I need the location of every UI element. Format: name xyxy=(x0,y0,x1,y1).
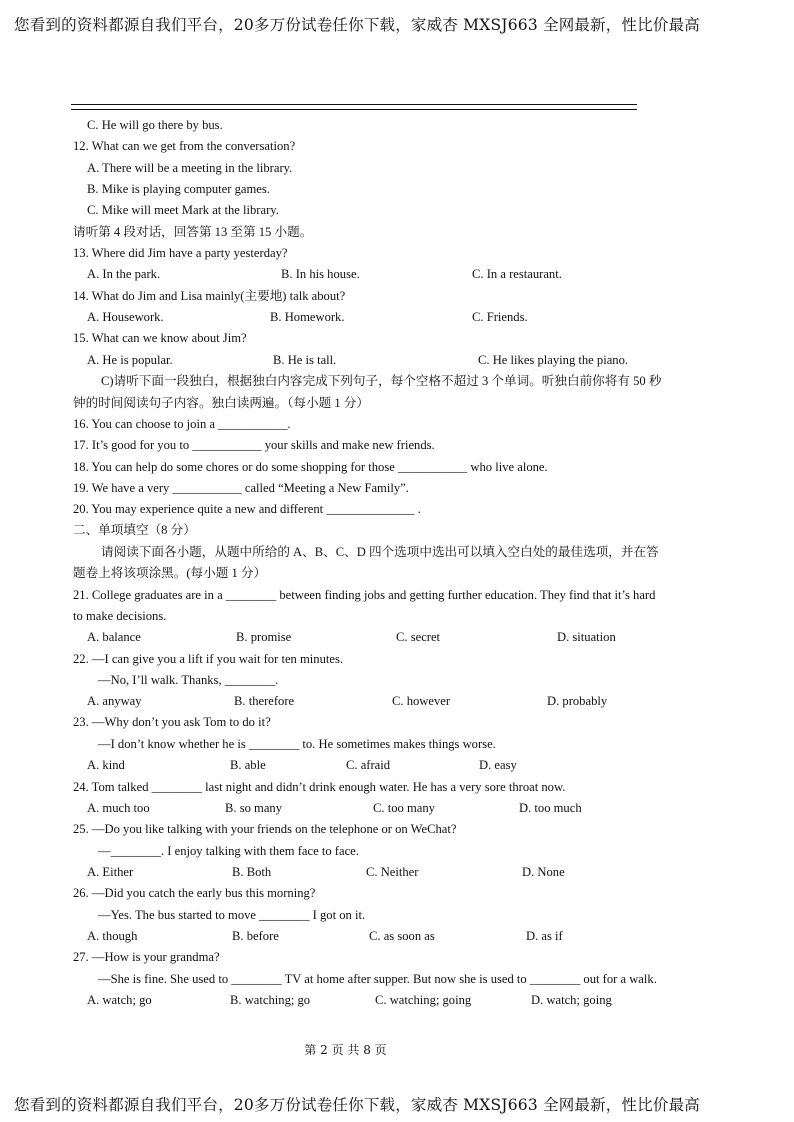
q23-option: B. able xyxy=(230,758,266,772)
section-2-heading: 二、单项填空（8 分） xyxy=(73,523,196,537)
q21-option: A. balance xyxy=(87,630,141,644)
question-25-reply: —________. I enjoy talking with them face to face. xyxy=(98,844,359,858)
q24-option: C. too many xyxy=(373,801,435,815)
q22-option: C. however xyxy=(392,694,451,708)
q25-option: D. None xyxy=(522,865,565,879)
section-2-instruction: 请阅读下面各小题，从题中所给的 A、B、C、D 四个选项中选出可以填入空白处的最佳选项，并在答 xyxy=(101,545,659,559)
q11-option-c: C. He will go there by bus. xyxy=(87,118,223,132)
q13-option: A. In the park. xyxy=(87,267,161,281)
question-22-reply: —No, I’ll walk. Thanks, ________. xyxy=(98,673,279,687)
q15-option: B. He is tall. xyxy=(273,353,337,367)
q27-option: C. watching; going xyxy=(375,993,472,1007)
q24-option: B. so many xyxy=(225,801,283,815)
question-26: 26. —Did you catch the early bus this morning? xyxy=(73,886,316,900)
q22-option: D. probably xyxy=(547,694,608,708)
q14-option: B. Homework. xyxy=(270,310,345,324)
q13-option: C. In a restaurant. xyxy=(472,267,562,281)
question-19: 19. We have a very ___________ called “Meeting a New Family”. xyxy=(73,481,409,495)
question-14: 14. What do Jim and Lisa mainly(主要地) talk about? xyxy=(73,289,346,303)
q26-option: C. as soon as xyxy=(369,929,435,943)
q14-option: C. Friends. xyxy=(472,310,528,324)
section-c-instruction: C)请听下面一段独白，根据独白内容完成下列句子，每个空格不超过 3 个单词。听独白前你将有 50 秒 xyxy=(101,374,662,388)
q22-option: A. anyway xyxy=(87,694,142,708)
question-23: 23. —Why don’t you ask Tom to do it? xyxy=(73,715,271,729)
section-c-instruction-cont: 钟的时间阅读句子内容。独白读两遍。（每小题 1 分） xyxy=(73,396,369,410)
q15-option: A. He is popular. xyxy=(87,353,173,367)
bottom-banner: 您看到的资料都源自我们平台，20多万份试卷任你下载，家威杏 MXSJ663 全网最新，性比价最高 xyxy=(14,1096,701,1114)
question-21: 21. College graduates are in a ________ between finding jobs and getting further education. They find that it’s hard xyxy=(73,588,656,602)
q26-option: B. before xyxy=(232,929,279,943)
question-24: 24. Tom talked ________ last night and didn’t drink enough water. He has a very sore throat now. xyxy=(73,780,566,794)
question-26-reply: —Yes. The bus started to move ________ I got on it. xyxy=(98,908,366,922)
q27-option: D. watch; going xyxy=(531,993,612,1007)
question-15: 15. What can we know about Jim? xyxy=(73,331,247,345)
q25-option: C. Neither xyxy=(366,865,419,879)
q26-option: D. as if xyxy=(526,929,563,943)
header-rule xyxy=(71,104,637,110)
q12-option-a: A. There will be a meeting in the library. xyxy=(87,161,293,175)
question-16: 16. You can choose to join a ___________. xyxy=(73,417,291,431)
q13-option: B. In his house. xyxy=(281,267,360,281)
q22-option: B. therefore xyxy=(234,694,295,708)
question-21-cont: to make decisions. xyxy=(73,609,167,623)
q23-option: D. easy xyxy=(479,758,517,772)
q21-option: B. promise xyxy=(236,630,292,644)
question-22: 22. —I can give you a lift if you wait for ten minutes. xyxy=(73,652,344,666)
question-25: 25. —Do you like talking with your friends on the telephone or on WeChat? xyxy=(73,822,457,836)
question-27-reply: —She is fine. She used to ________ TV at home after supper. But now she is used to ________ out for a walk. xyxy=(98,972,657,986)
question-17: 17. It’s good for you to ___________ your skills and make new friends. xyxy=(73,438,435,452)
q15-option: C. He likes playing the piano. xyxy=(478,353,629,367)
q24-option: A. much too xyxy=(87,801,150,815)
question-27: 27. —How is your grandma? xyxy=(73,950,220,964)
q24-option: D. too much xyxy=(519,801,582,815)
top-banner: 您看到的资料都源自我们平台，20多万份试卷任你下载，家威杏 MXSJ663 全网最新，性比价最高 xyxy=(14,16,701,34)
q14-option: A. Housework. xyxy=(87,310,164,324)
q27-option: A. watch; go xyxy=(87,993,152,1007)
q12-option-b: B. Mike is playing computer games. xyxy=(87,182,270,196)
q25-option: A. Either xyxy=(87,865,134,879)
q12-option-c: C. Mike will meet Mark at the library. xyxy=(87,203,279,217)
question-13: 13. Where did Jim have a party yesterday? xyxy=(73,246,288,260)
question-20: 20. You may experience quite a new and different ______________ . xyxy=(73,502,421,516)
q26-option: A. though xyxy=(87,929,138,943)
section-4-instruction: 请听第 4 段对话，回答第 13 至第 15 小题。 xyxy=(73,225,313,239)
question-23-reply: —I don’t know whether he is ________ to. He sometimes makes things worse. xyxy=(98,737,496,751)
q27-option: B. watching; go xyxy=(230,993,311,1007)
q25-option: B. Both xyxy=(232,865,272,879)
q23-option: A. kind xyxy=(87,758,125,772)
question-18: 18. You can help do some chores or do some shopping for those ___________ who live alone. xyxy=(73,460,548,474)
q23-option: C. afraid xyxy=(346,758,391,772)
question-12: 12. What can we get from the conversation? xyxy=(73,139,296,153)
page-number: 第 2 页 共 8 页 xyxy=(304,1043,387,1057)
q21-option: D. situation xyxy=(557,630,616,644)
q21-option: C. secret xyxy=(396,630,441,644)
section-2-instruction-cont: 题卷上将该项涂黑。(每小题 1 分） xyxy=(73,566,267,580)
